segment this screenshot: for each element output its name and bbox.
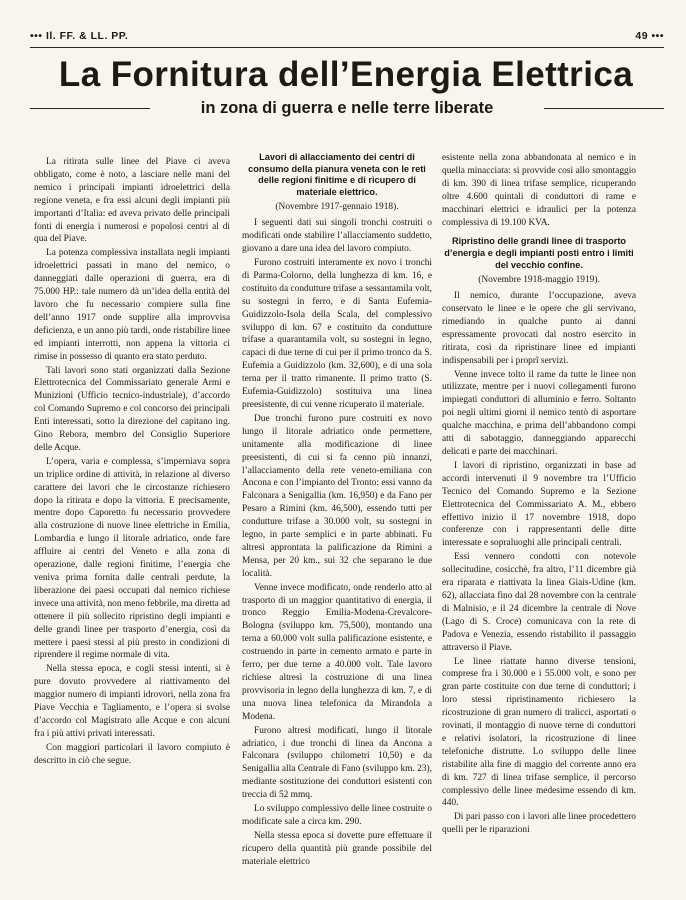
paragraph: I seguenti dati sui singoli tronchi costruiti o modificati onde stabilire l’allacciamento suddetto, giovano a dare una idea del lavoro compiuto. — [242, 218, 432, 255]
paragraph: Venne invece modificato, onde renderlo atto al trasporto di un maggior quantitativo di energia, il tronco Reggio Emilia-Modena-Crevalcore-Bologna (sviluppo km. 75,500), montando una terna a 60.000 volt sulla palificazione esistente, e costruendo in parte in cemento armato e parte in ferro, per due terne a 40.000 volt. Tale lavoro richiese altresì la costruzione di una linea provvisoria in legno della lunghezza di km. 7, e di una nuova linea telefonica da Mirandola a Modena. — [242, 582, 432, 722]
paragraph: La ritirata sulle linee del Piave ci aveva obbligato, come è noto, a lasciare nelle mani del nemico i principali impianti idroelettrici della regione veneta, e fra essi alcuni degli impianti più importanti d’Italia: ed aveva privato delle principali fonti di energia i numerosi e popolosi centri al di qua del Piave. — [34, 157, 230, 245]
text-column-2 — [242, 152, 432, 892]
paragraph: Venne invece tolto il rame da tutte le linee non utilizzate, mentre per i nuovi collegamenti furono impiegati conduttori di alluminio e ferro. Soltanto poi negli ultimi giorni il nemico tentò di asportare qualche macchina, e prima dell’abbandono compì atti di sabotaggio, danneggiando apparecchi delicati e parte dei macchinari. — [442, 369, 636, 457]
subtitle-rule-right — [544, 108, 664, 109]
paragraph: Essi vennero condotti con notevole sollecitudine, cosicchè, fra altro, l’11 dicembre già era riparata e riattivata la linea Giais-Udine (km. 62), allacciata fino dal 28 novembre con la centrale di Malnisio, e il 24 dicembre la centrale di Nove (Lago di S. Croce) comunicava con la rete di Padova e Venezia, essendo ristabilito il passaggio attraverso il Piave. — [442, 552, 636, 653]
section-date: (Novembre 1917-gennaio 1918). — [275, 202, 399, 213]
article-subtitle: in zona di guerra e nelle terre liberate — [200, 99, 494, 117]
running-head — [30, 30, 664, 46]
text-column-3 — [442, 152, 636, 892]
paragraph: Nella stessa epoca, e cogli stessi intenti, si è pure dovuto provvedere al riattivamento del maggior numero di impianti idrovori, nella zona fra Piave Vecchia e Tagliamento, e l’opera si svolse d’accordo col Magistrato alle Acque e con alcuni fra i più attivi privati interessati. — [34, 664, 230, 739]
running-head-journal: ••• Il. FF. & LL. PP. — [30, 30, 129, 42]
paragraph: Furono altresì modificati, lungo il litorale adriatico, i due tronchi di linea da Ancona a Falconara (sviluppo chilometri 10,50) e da Senigallia alla Centrale di Fano (sviluppo km. 23), mediante sostituzione dei conduttori esistenti con treccia di 52 mmq. — [242, 725, 432, 801]
paragraph: Con maggiori particolari il lavoro compiuto è descritto in ciò che segue. — [34, 742, 230, 766]
section-date: (Novembre 1918-maggio 1919). — [478, 275, 600, 286]
paragraph: Tali lavori sono stati organizzati dalla Sezione Elettrotecnica del Commissariato generale Armi e Munizioni (Ufficio tecnico-industriale), d’accordo col Comando Supremo e col concorso dei principali Enti interessati, sotto la direzione del capitano ing. Gino Rebora, membro del Consiglio Superiore delle Acque. — [34, 365, 230, 453]
section-heading: Ripristino delle grandi linee di trasporto d’energia e degli impianti posti entro i limiti del vecchio confine. — [444, 236, 634, 270]
paragraph: Il nemico, durante l’occupazione, aveva conservato le linee e le opere che gli servivano, rimediando in qualche punto ai danni espressamente provocati dal nostro esercito in ritirata, così da ripristinare linee ed impianti indispensabili per i proprî servizi. — [442, 291, 636, 366]
paragraph: Le linee riattate hanno diverse tensioni, comprese fra i 30.000 e i 55.000 volt, e sono per gran parte costituite con due terne di conduttori; i loro stessi ripristinamento richiesero la ricostruzione di gran numero di tralicci, asportati o rovinati, il montaggio di nuove terne di conduttori e relativi isolatori, la ricostruzione di linee telefoniche distrutte. Lo sviluppo delle linee ristabilite alla fine di maggio del corrente anno era di km. 727 di linea trifase semplice, il percorso complessivo delle linee medesime essendo di km. 440. — [442, 656, 636, 809]
header-divider — [30, 47, 664, 48]
article-title: La Fornitura dell’Energia Elettrica — [58, 55, 634, 94]
paragraph: Nella stessa epoca si dovette pure effettuare il ricupero della quantità più grande possibile del materiale elettrico — [242, 830, 432, 867]
text-column-1 — [34, 156, 230, 896]
paragraph: Due tronchi furono pure costruiti ex novo lungo il litorale adriatico onde permettere, unitamente alla modificazione di linee preesistenti, di cui si fa cenno più innanzi, l’allacciamento della rete veneto-emiliana con Ancona e con l’impianto del Tronto: essi vanno da Falconara a Senigallia (km. 16,950) e da Fano per Pesaro a Rimini (km. 46,500), essendo tutti per condutture trifase a 30.000 volt, su sostegni in legno, in parte semplici e in parte abbinati. Fu altresì approntata la palificazione da Rimini a Mensa, per 20 km., sui 32 che separano le due località. — [242, 413, 432, 579]
subtitle-row — [30, 96, 664, 122]
section-heading: Lavori di allacciamento dei centri di consumo della pianura veneta con le reti delle regioni finitime e di ricupero di materiale elettrico. — [248, 152, 426, 197]
paragraph: Furono costruiti interamente ex novo i tronchi di Parma-Colorno, della lunghezza di km. 16, e costituito da condutture trifase a sessantamila volt, su sostegni in ferro, e di Santa Eufemia-Guidizzolo-Isola della Scala, del complessivo sviluppo di km. 67 e costituito da condutture trifase a quarantamila volt, su sostegni in legno, capaci di due terne di cui per il primo tronco da S. Eufemia a Guidizzolo (km. 32,600), e di una sola terna per il tratto rimanente. Il primo tratto (S. Eufemia-Guidizzolo) sostituiva una linea preesistente, di cui venne ricuperato il materiale. — [242, 258, 432, 410]
paragraph: La potenza complessiva installata negli impianti idroelettrici passati in mano del nemico, o danneggiati dalle operazioni di guerra, era di 75.000 HP.: tale numero dà un’idea della entità del lavoro che fu necessario compiere sulla fine dell’anno 1917 onde supplire alla improvvisa deficienza, e un anno più tardi, onde ristabilire linee ed impianti interrotti, non appena la vittoria ci rimise in possesso di quanto era stato perduto. — [34, 248, 230, 362]
paragraph: I lavori di ripristino, organizzati in base ad accordi intervenuti il 9 novembre tra l’Ufficio Tecnico del Comando Supremo e la Sezione Elettrotecnica del Commissariato A. M., ebbero effettivo inizio il 17 novembre 1918, dopo conferenze con i rappresentanti delle ditte interessate e sopraluoghi alle principali centrali. — [442, 460, 636, 549]
page-number: 49 ••• — [635, 30, 664, 42]
paragraph: Di pari passo con i lavori alle linee procedettero quelli per le riparazioni — [442, 812, 636, 836]
paragraph: Lo sviluppo complessivo delle linee costruite o modificate sale a circa km. 290. — [242, 804, 432, 827]
paragraph: L’opera, varia e complessa, s’imperniava sopra un triplice ordine di attività, in relazione al diverso carattere dei lavori che le circostanze richiesero dopo la ritirata e dopo la vittoria. E precisamente, mentre dopo Caporetto fu necessario provvedere alla costruzione di nuove linee elettriche in Emilia, Lombardia e lungo il litorale adriatico, onde fare affluire ai centri del Veneto e alla zona di operazione, dalle regioni finitime, l’energia che veniva prima fornita dalle centrali perdute, la liberazione dei paesi occupati dal nemico richiese invece una attività, non meno febbrile, ma diretta ad ottenere il più sollecito ripristino degli impianti e delle grandi linee per trasporto d’energia, così da mettere i paesi stessi al più presto in condizioni di riprendere il regime normale di vita. — [34, 456, 230, 661]
paragraph: esistente nella zona abbandonata al nemico e in quella minacciata: si provvide così allo smontaggio di km. 390 di linea trifase semplice, ricuperando oltre 4.600 quintali di conduttori di rame e macchinari elettrici e idraulici per la potenza complessiva di 19.100 KVA. — [442, 153, 636, 228]
